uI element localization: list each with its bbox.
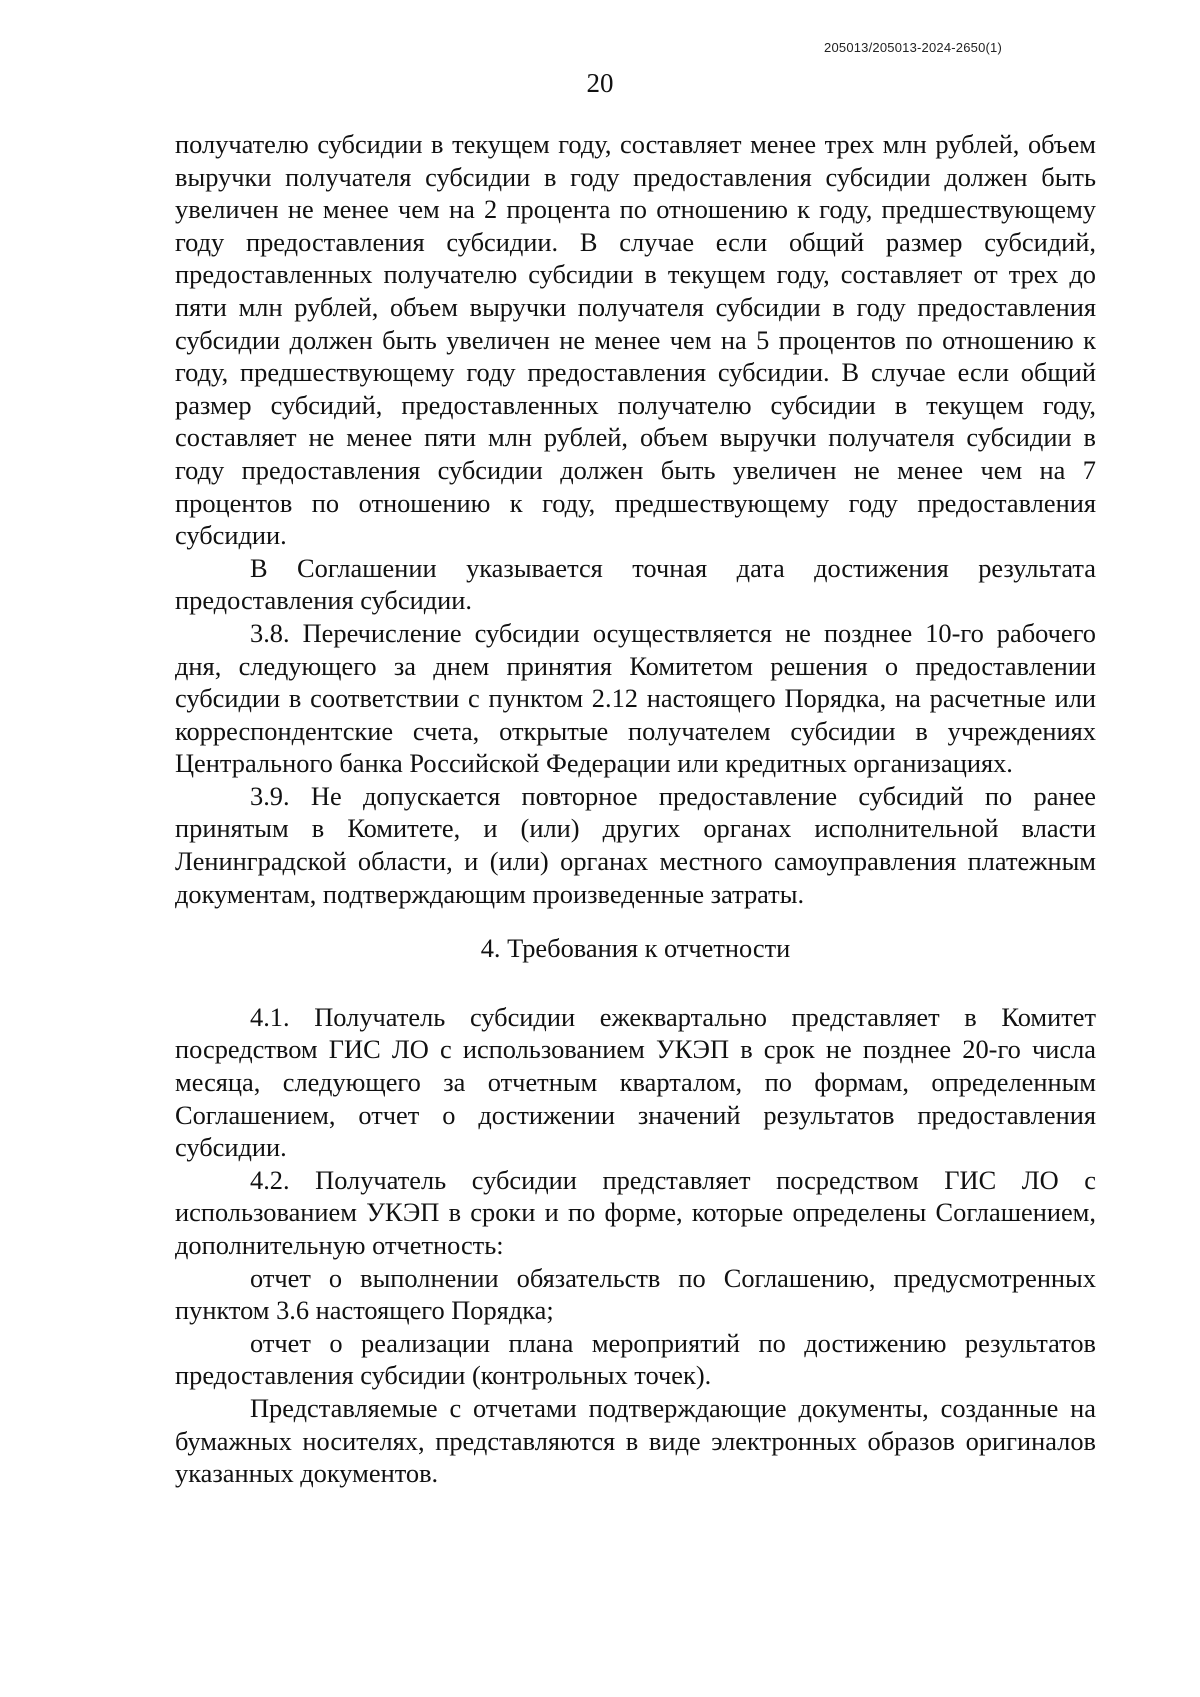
document-id: 205013/205013-2024-2650(1) [824,40,1002,55]
section-heading: 4. Требования к отчетности [480,933,791,964]
page-number: 20 [586,68,614,98]
paragraph-report-obligations: отчет о выполнении обязательств по Соглашению, предусмотренных пунктом 3.6 настоящего Порядка; [175,1262,1096,1326]
paragraph-4-1: 4.1. Получатель субсидии ежеквартально представляет в Комитет посредством ГИС ЛО с использованием УКЭП в срок не позднее 20-го числа месяца, следующего за отчетным кварталом, по формам, определенным Соглашением, отчет о достижении значений результатов предоставления субсидии. [175,1001,1096,1163]
paragraph-4-2: 4.2. Получатель субсидии представляет посредством ГИС ЛО с использованием УКЭП в сроки и по форме, которые определены Соглашением, дополнительную отчетность: [175,1164,1096,1260]
paragraph-agreement-date: В Соглашении указывается точная дата достижения результата предоставления субсидии. [175,552,1096,616]
document-body [175,128,1096,1490]
paragraph-continuation: получателю субсидии в текущем году, составляет менее трех млн рублей, объем выручки получателя субсидии в году предоставления субсидии должен быть увеличен не менее чем на 2 процента по отношению к году, предшествующему году предоставления субсидии. В случае если общий размер субсидий, предоставленных получателю субсидии в текущем году, составляет от трех до пяти млн рублей, объем выручки получателя субсидии в году предоставления субсидии должен быть увеличен не менее чем на 5 процентов по отношению к году, предшествующему году предоставления субсидии. В случае если общий размер субсидий, предоставленных получателю субсидии в текущем году, составляет не менее пяти млн рублей, объем выручки получателя субсидии в году предоставления субсидии должен быть увеличен не менее чем на 7 процентов по отношению к году, предшествующему году предоставления субсидии. [175,129,1096,551]
paragraph-supporting-documents: Представляемые с отчетами подтверждающие документы, созданные на бумажных носителях, представляются в виде электронных образов оригиналов указанных документов. [175,1392,1096,1489]
paragraph-report-plan: отчет о реализации плана мероприятий по достижению результатов предоставления субсидии (контрольных точек). [175,1327,1096,1391]
paragraph-3-9: 3.9. Не допускается повторное предоставление субсидий по ранее принятым в Комитете, и (или) других органах исполнительной власти Ленинградской области, и (или) органах местного самоуправления платежным документам, подтверждающим произведенные затраты. [175,780,1096,909]
paragraph-3-8: 3.8. Перечисление субсидии осуществляется не позднее 10-го рабочего дня, следующего за днем принятия Комитетом решения о предоставлении субсидии в соответствии с пунктом 2.12 настоящего Порядка, на расчетные или корреспондентские счета, открытые получателем субсидии в учреждениях Центрального банка Российской Федерации или кредитных организациях. [175,617,1096,779]
